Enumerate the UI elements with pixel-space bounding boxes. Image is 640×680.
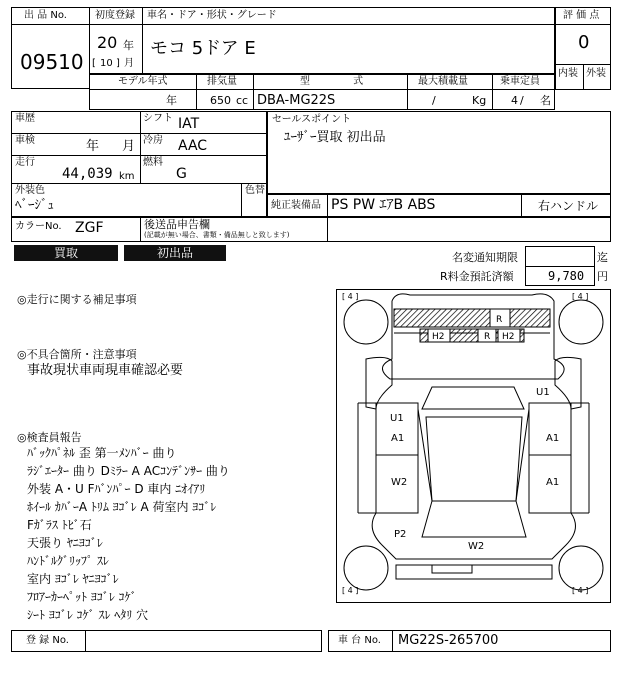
- steering-value: 右ハンドル: [538, 199, 599, 213]
- front-bumper: [394, 309, 550, 327]
- tire-rear-right: [559, 546, 603, 590]
- chassis-number: MG22S-265700: [398, 633, 499, 648]
- first-registration-month: 10: [100, 58, 113, 69]
- deadline-unit: 迄: [597, 251, 608, 264]
- corner-label-tr: [ 4 ]: [572, 292, 589, 301]
- mileage-value: 44,039: [62, 166, 113, 182]
- year-unit: 年: [123, 39, 134, 52]
- mileage-label: 走行: [15, 157, 35, 168]
- displacement-value: 650: [210, 94, 231, 107]
- inspection-year-unit: 年: [86, 139, 100, 154]
- equipment-label: 純正装備品: [271, 200, 321, 211]
- recycle-amount: 9,780: [548, 269, 585, 283]
- tag-buyback: 買取: [14, 245, 118, 261]
- registration-label: 登 録 No.: [26, 635, 69, 646]
- displacement-label: 排気量: [207, 76, 237, 87]
- equipment-value: PS PW ｴｱB ABS: [331, 197, 436, 213]
- inspector-line: ﾊﾝﾄﾞﾙｸﾞﾘｯﾌﾟ ｽﾚ: [27, 554, 109, 568]
- sales-point-label: セールスポイント: [272, 114, 352, 125]
- mark-right-front-door: A1: [546, 433, 560, 444]
- mark-left-front-door-u: U1: [390, 413, 404, 424]
- score-value: 0: [578, 32, 590, 53]
- mark-right-fender: U1: [536, 387, 550, 398]
- inspector-line: ｼｰﾄ ﾖｺﾞﾚ ｺｹﾞ ｽﾚ ﾍﾀﾘ 穴: [27, 608, 149, 622]
- capacity-unit: 名: [540, 94, 551, 107]
- max-load-unit: Kg: [472, 94, 487, 107]
- model-code: DBA-MG22S: [257, 93, 336, 108]
- inspector-line: 外装 A・U Fﾊﾞﾝﾊﾟｰ D 車内 ﾆｵｲｱﾘ: [27, 482, 206, 496]
- capacity-value: 4: [511, 94, 518, 107]
- inspection-month-unit: 月: [122, 139, 136, 154]
- car-name: モコ 5ドア E: [150, 38, 256, 59]
- mark-left-rear-door: W2: [391, 477, 408, 488]
- inspector-line: 室内 ﾖｺﾞﾚ ﾔﾆﾖｺﾞﾚ: [27, 572, 119, 586]
- aftermarket-note: (記載が無い場合、書類・備品無しと致します): [144, 231, 290, 239]
- rear-bumper: [396, 565, 552, 579]
- month-unit: 月: [124, 58, 134, 69]
- tire-front-left: [344, 300, 388, 344]
- ac-value: AAC: [178, 138, 208, 154]
- color-value: ﾍﾞｰｼﾞｭ: [15, 198, 54, 213]
- tag-first-listing: 初出品: [124, 245, 226, 261]
- tire-front-right: [559, 300, 603, 344]
- sales-point-text: ﾕｰｻﾞｰ買取 初出品: [284, 130, 386, 145]
- mark-left-quarter: P2: [394, 529, 407, 540]
- color-label: 外装色: [15, 185, 45, 196]
- defect-notes-text: 事故現状車両現車確認必要: [27, 363, 184, 378]
- mark-left-front-door-a: A1: [391, 433, 405, 444]
- first-registration-label: 初度登録: [95, 10, 135, 21]
- car-name-label: 車名・ドア・形状・グレード: [147, 10, 277, 21]
- defect-notes-title: ◎不具合箇所・注意事項: [17, 348, 137, 361]
- color-no-value: ZGF: [75, 220, 104, 236]
- max-load-slash: /: [432, 94, 436, 107]
- model-year-unit: 年: [166, 94, 177, 107]
- tire-rear-left: [344, 546, 388, 590]
- shift-label: シフト: [143, 113, 173, 124]
- fuel-label: 燃料: [143, 157, 163, 168]
- shift-value: IAT: [178, 116, 200, 132]
- inspection-label: 車検: [15, 135, 35, 146]
- mark-right-rear-door: A1: [546, 477, 560, 488]
- deadline-box: [525, 246, 595, 267]
- lot-number-label: 出 品 No.: [24, 10, 67, 21]
- max-load-label: 最大積載量: [418, 76, 468, 87]
- mark-front-bumper: R: [496, 315, 503, 325]
- color-change-label: 色替: [245, 185, 265, 196]
- capacity-label: 乗車定員: [500, 76, 540, 87]
- color-no-label: カラーNo.: [15, 221, 62, 232]
- first-registration-year: 20: [97, 33, 118, 52]
- score-label: 評 価 点: [563, 10, 600, 21]
- ac-label: 冷房: [143, 135, 163, 146]
- inspector-line: ﾊﾞｯｸﾊﾟﾈﾙ 歪 第一ﾒﾝﾊﾞｰ 曲り: [27, 446, 177, 460]
- inspector-line: ﾎｲｰﾙ ｶﾊﾞｰA ﾄﾘﾑ ﾖｺﾞﾚ A 荷室内 ﾖｺﾞﾚ: [27, 500, 217, 514]
- inspector-line: ﾗｼﾞｴｰﾀｰ 曲り Dﾐﾗｰ A ACｺﾝﾃﾞﾝｻｰ 曲り: [27, 464, 230, 478]
- inspector-line: 天張り ﾔﾆﾖｺﾞﾚ: [27, 536, 103, 550]
- model-label: 型 式: [300, 76, 364, 87]
- mark-h2-right: H2: [502, 332, 515, 342]
- lot-number: 09510: [20, 50, 84, 74]
- aftermarket-label: 後送品申告欄: [144, 218, 210, 231]
- inspector-report-title: ◎検査員報告: [17, 431, 82, 444]
- inspector-line: Fｶﾞﾗｽ ﾄﾋﾞ石: [27, 518, 92, 532]
- driving-notes-title: ◎走行に関する補足事項: [17, 293, 137, 306]
- mark-h2-left: H2: [432, 332, 445, 342]
- recycle-label: R料金預託済額: [440, 270, 514, 283]
- history-label: 車歴: [15, 113, 35, 124]
- exterior-label: 外装: [586, 68, 606, 79]
- displacement-unit: cc: [236, 94, 249, 107]
- car-diagram: [336, 289, 611, 603]
- fuel-value: G: [176, 166, 187, 182]
- mark-rear-gate: W2: [468, 541, 485, 552]
- deadline-label: 名変通知期限: [452, 251, 518, 264]
- interior-label: 内装: [558, 68, 578, 79]
- recycle-unit: 円: [597, 270, 608, 283]
- mark-grille: R: [484, 332, 491, 342]
- capacity-slash: /: [520, 94, 524, 107]
- corner-label-br: [ 4 ]: [572, 586, 589, 595]
- inspector-line: ﾌﾛｱｰｶｰﾍﾟｯﾄ ﾖｺﾞﾚ ｺｹﾞ: [27, 590, 137, 604]
- chassis-label: 車 台 No.: [338, 635, 381, 646]
- corner-label-tl: [ 4 ]: [342, 292, 359, 301]
- mileage-unit: km: [119, 171, 135, 182]
- model-year-label: モデル年式: [118, 76, 168, 87]
- corner-label-bl: [ 4 ]: [342, 586, 359, 595]
